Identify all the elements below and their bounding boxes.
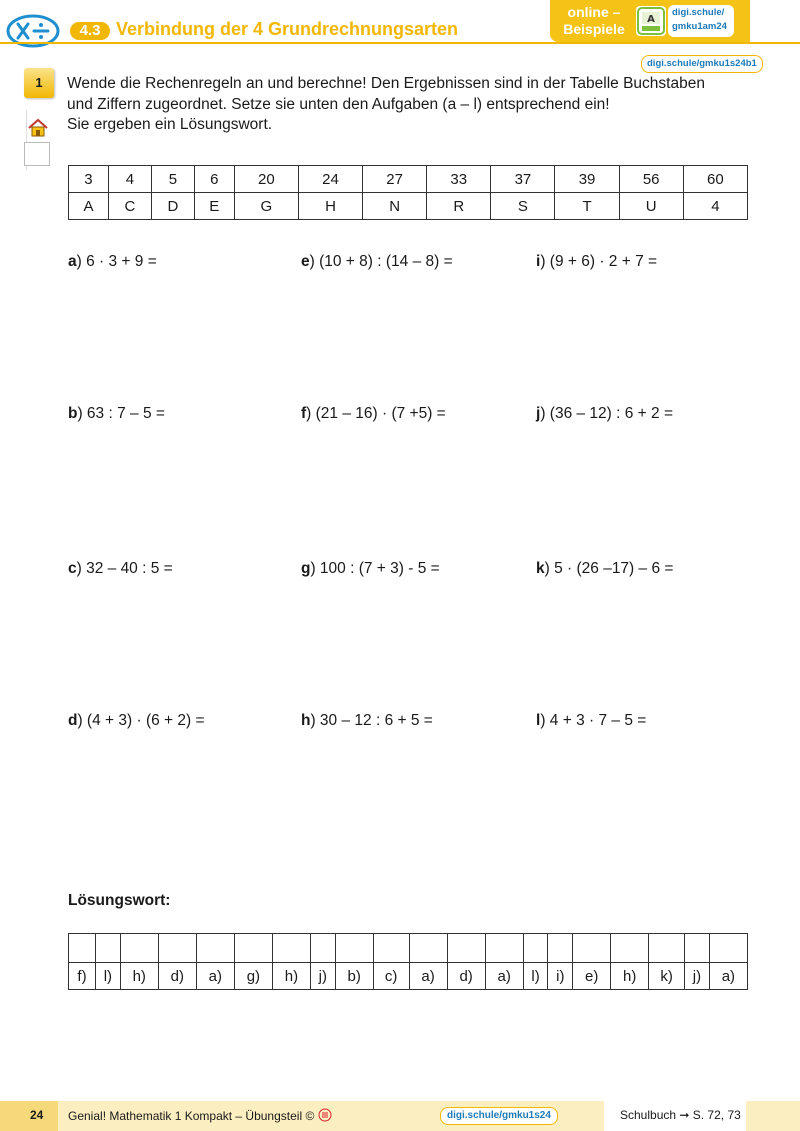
instruction-line-3: Sie ergeben ein Lösungswort. bbox=[67, 116, 273, 133]
exercise-expression: ) 6 · 3 + 9 = bbox=[76, 253, 157, 270]
exercise-label: c bbox=[68, 560, 77, 577]
mapping-table bbox=[68, 165, 748, 220]
app-icon bbox=[636, 6, 666, 36]
solution-answer-cell[interactable] bbox=[69, 934, 96, 963]
mapping-letter: R bbox=[427, 193, 491, 220]
mapping-letter: E bbox=[194, 193, 234, 220]
exercise-g bbox=[301, 560, 440, 578]
mapping-numbers-row bbox=[69, 166, 748, 193]
solution-answer-cell[interactable] bbox=[196, 934, 234, 963]
task-digi-link[interactable]: digi.schule/gmku1s24b1 bbox=[641, 55, 763, 73]
house-icon bbox=[27, 117, 49, 139]
exercise-i bbox=[536, 253, 657, 271]
exercise-expression: ) 100 : (7 + 3) - 5 = bbox=[310, 560, 440, 577]
solution-label: j) bbox=[310, 963, 335, 990]
exercise-e bbox=[301, 253, 453, 271]
solution-label-row bbox=[69, 963, 748, 990]
exercise-expression: ) 5 · (26 –17) – 6 = bbox=[544, 560, 674, 577]
online-link-line2: gmku1am24 bbox=[672, 21, 727, 32]
solution-answer-cell[interactable] bbox=[685, 934, 710, 963]
solution-answer-cell[interactable] bbox=[310, 934, 335, 963]
solution-label: a) bbox=[196, 963, 234, 990]
solution-label: a) bbox=[485, 963, 523, 990]
exercise-k bbox=[536, 560, 673, 578]
exercise-d bbox=[68, 712, 205, 730]
schulbuch-reference: Schulbuch ➞ S. 72, 73 bbox=[620, 1108, 741, 1122]
mapping-letter: A bbox=[69, 193, 109, 220]
solution-answer-cell[interactable] bbox=[573, 934, 611, 963]
exercise-expression: ) 63 : 7 – 5 = bbox=[77, 405, 165, 422]
mapping-letter: U bbox=[619, 193, 683, 220]
exercise-f bbox=[301, 405, 446, 423]
online-examples-link[interactable] bbox=[668, 5, 734, 37]
solution-answer-cell[interactable] bbox=[335, 934, 373, 963]
mapping-number: 33 bbox=[427, 166, 491, 193]
footer-digi-link[interactable]: digi.schule/gmku1s24 bbox=[440, 1107, 558, 1125]
solution-label: f) bbox=[69, 963, 96, 990]
solution-label: b) bbox=[335, 963, 373, 990]
exercise-label: l bbox=[536, 712, 541, 729]
mapping-letter: N bbox=[363, 193, 427, 220]
mapping-number: 56 bbox=[619, 166, 683, 193]
exercise-l bbox=[536, 712, 646, 730]
solution-label: j) bbox=[685, 963, 710, 990]
solution-answer-cell[interactable] bbox=[234, 934, 272, 963]
exercise-a bbox=[68, 253, 157, 271]
mapping-letter: D bbox=[151, 193, 194, 220]
chapter-title: Verbindung der 4 Grundrechnungsarten bbox=[116, 19, 459, 39]
mapping-letter: G bbox=[234, 193, 298, 220]
solution-answer-cell[interactable] bbox=[611, 934, 649, 963]
mapping-number: 37 bbox=[491, 166, 555, 193]
solution-label: h) bbox=[120, 963, 158, 990]
header-divider bbox=[0, 42, 800, 44]
solution-answer-cell[interactable] bbox=[95, 934, 120, 963]
solution-label: h) bbox=[272, 963, 310, 990]
solution-label: l) bbox=[523, 963, 548, 990]
exercise-expression: ) 30 – 12 : 6 + 5 = bbox=[310, 712, 433, 729]
mapping-number: 24 bbox=[298, 166, 362, 193]
solution-table bbox=[68, 933, 748, 990]
exercise-j bbox=[536, 405, 673, 423]
exercise-label: f bbox=[301, 405, 307, 422]
exercise-label: h bbox=[301, 712, 311, 729]
solution-answer-cell[interactable] bbox=[709, 934, 747, 963]
mapping-letter: C bbox=[108, 193, 151, 220]
mapping-number: 4 bbox=[108, 166, 151, 193]
solution-answer-cell[interactable] bbox=[548, 934, 573, 963]
solution-label: d) bbox=[447, 963, 485, 990]
mapping-number: 27 bbox=[363, 166, 427, 193]
solution-answer-cell[interactable] bbox=[373, 934, 409, 963]
online-link-line1: digi.schule/ bbox=[672, 7, 725, 18]
mapping-letters-row bbox=[69, 193, 748, 220]
mapping-number: 3 bbox=[69, 166, 109, 193]
publisher-logo-icon bbox=[318, 1108, 332, 1122]
exercise-h bbox=[301, 712, 433, 730]
solution-answer-cell[interactable] bbox=[447, 934, 485, 963]
exercise-label: a bbox=[68, 253, 77, 270]
svg-text:A: A bbox=[647, 14, 655, 25]
solution-answer-row bbox=[69, 934, 748, 963]
exercise-b bbox=[68, 405, 165, 423]
solution-label: l) bbox=[95, 963, 120, 990]
exercise-label: j bbox=[536, 405, 541, 422]
mapping-letter: T bbox=[555, 193, 619, 220]
chapter-number: 4.3 bbox=[70, 22, 110, 40]
solution-answer-cell[interactable] bbox=[485, 934, 523, 963]
footer-page-tab bbox=[0, 1101, 58, 1131]
solution-label: h) bbox=[611, 963, 649, 990]
exercise-label: i bbox=[536, 253, 541, 270]
instruction-line-2: und Ziffern zugeordnet. Setze sie unten den Aufgaben (a – l) entsprechend ein! bbox=[67, 95, 610, 113]
instruction-line-1: Wende die Rechenregeln an und berechne! Den Ergebnissen sind in der Tabelle Buchstaben bbox=[67, 75, 705, 92]
mapping-number: 39 bbox=[555, 166, 619, 193]
book-title-text: Genial! Mathematik 1 Kompakt – Übungsteil © bbox=[68, 1109, 315, 1123]
solution-answer-cell[interactable] bbox=[409, 934, 447, 963]
solution-answer-cell[interactable] bbox=[120, 934, 158, 963]
exercise-label: e bbox=[301, 253, 310, 270]
solution-title: Lösungswort: bbox=[68, 892, 171, 909]
task-number-badge: 1 bbox=[24, 68, 54, 98]
exercise-expression: ) (36 – 12) : 6 + 2 = bbox=[540, 405, 674, 422]
exercise-label: g bbox=[301, 560, 311, 577]
solution-label: k) bbox=[649, 963, 685, 990]
exercise-expression: ) 32 – 40 : 5 = bbox=[76, 560, 173, 577]
exercise-expression: ) 4 + 3 · 7 – 5 = bbox=[540, 712, 647, 729]
mapping-number: 6 bbox=[194, 166, 234, 193]
solution-label: a) bbox=[409, 963, 447, 990]
solution-label: c) bbox=[373, 963, 409, 990]
checkbox[interactable] bbox=[24, 142, 50, 166]
mapping-letter: 4 bbox=[683, 193, 747, 220]
exercise-label: b bbox=[68, 405, 78, 422]
solution-label: g) bbox=[234, 963, 272, 990]
online-label-line1: online – bbox=[567, 4, 621, 20]
book-title bbox=[68, 1108, 332, 1123]
solution-answer-cell[interactable] bbox=[649, 934, 685, 963]
mapping-number: 20 bbox=[234, 166, 298, 193]
exercise-expression: ) (21 – 16) · (7 +5) = bbox=[306, 405, 446, 422]
mapping-letter: S bbox=[491, 193, 555, 220]
mapping-number: 5 bbox=[151, 166, 194, 193]
exercise-label: k bbox=[536, 560, 545, 577]
solution-label: d) bbox=[158, 963, 196, 990]
mapping-letter: H bbox=[298, 193, 362, 220]
exercise-expression: ) (4 + 3) · (6 + 2) = bbox=[77, 712, 205, 729]
solution-answer-cell[interactable] bbox=[523, 934, 548, 963]
exercise-expression: ) (10 + 8) : (14 – 8) = bbox=[309, 253, 453, 270]
exercise-c bbox=[68, 560, 173, 578]
task-instruction bbox=[67, 74, 767, 136]
solution-answer-cell[interactable] bbox=[158, 934, 196, 963]
solution-label: a) bbox=[709, 963, 747, 990]
solution-label: e) bbox=[573, 963, 611, 990]
page-number: 24 bbox=[30, 1108, 44, 1122]
solution-label: i) bbox=[548, 963, 573, 990]
solution-answer-cell[interactable] bbox=[272, 934, 310, 963]
mapping-number: 60 bbox=[683, 166, 747, 193]
online-examples-label bbox=[556, 4, 632, 38]
exercise-label: d bbox=[68, 712, 78, 729]
exercise-expression: ) (9 + 6) · 2 + 7 = bbox=[540, 253, 658, 270]
online-label-line2: Beispiele bbox=[563, 21, 625, 37]
